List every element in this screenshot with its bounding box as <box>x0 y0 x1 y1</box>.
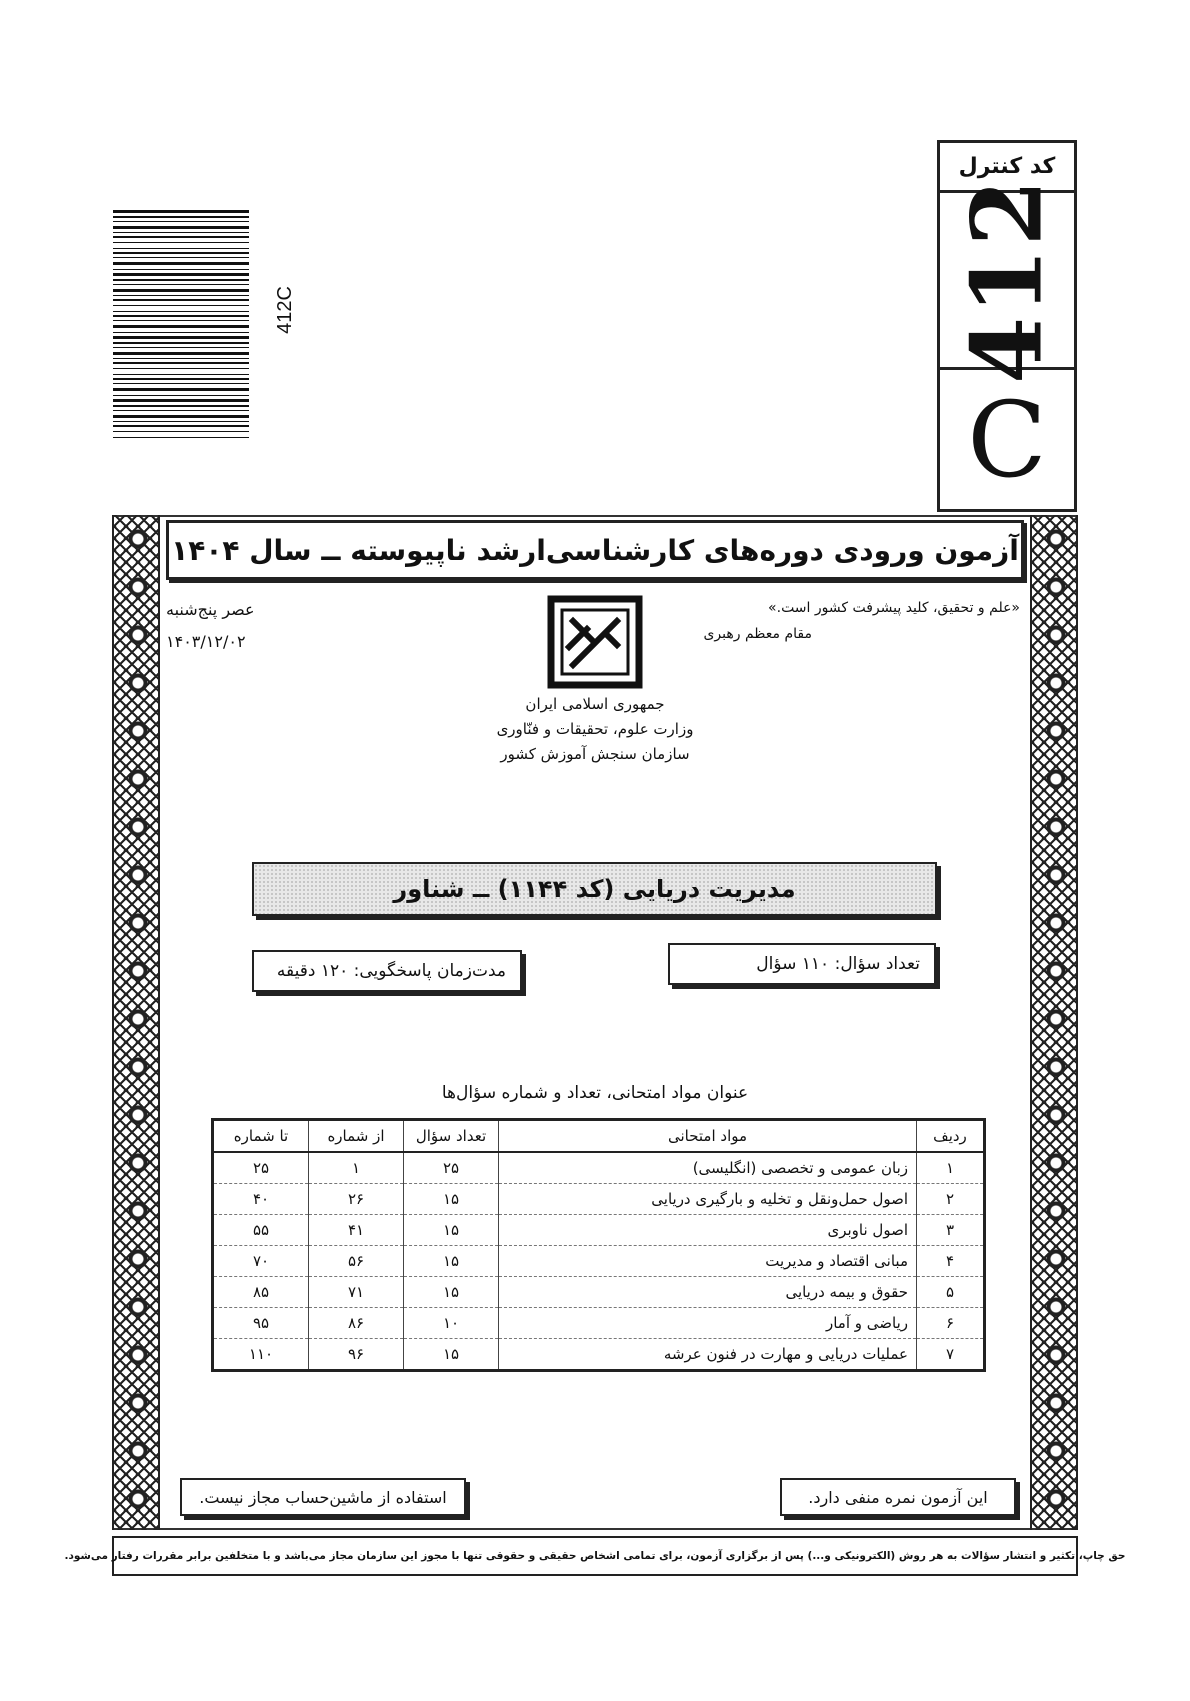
cell-row: ۶ <box>917 1308 985 1339</box>
booklet-letter: C <box>937 370 1077 512</box>
cell-count: ۱۵ <box>404 1215 499 1246</box>
header-count: تعداد سؤال <box>404 1120 499 1153</box>
cell-from: ۹۶ <box>309 1339 404 1371</box>
cell-row: ۷ <box>917 1339 985 1371</box>
cell-from: ۴۱ <box>309 1215 404 1246</box>
cell-row: ۲ <box>917 1184 985 1215</box>
cell-subject: عملیات دریایی و مهارت در فنون عرشه <box>499 1339 917 1371</box>
cell-subject: حقوق و بیمه دریایی <box>499 1277 917 1308</box>
table-row <box>213 1152 985 1184</box>
header-subject: مواد امتحانی <box>499 1120 917 1153</box>
cell-subject: زبان عمومی و تخصصی (انگلیسی) <box>499 1152 917 1184</box>
cell-to: ۴۰ <box>213 1184 309 1215</box>
cell-to: ۵۵ <box>213 1215 309 1246</box>
calculator-note: استفاده از ماشین‌حساب مجاز نیست. <box>180 1478 466 1516</box>
cell-subject: اصول حمل‌ونقل و تخلیه و بارگیری دریایی <box>499 1184 917 1215</box>
cell-count: ۱۵ <box>404 1277 499 1308</box>
table-row <box>213 1277 985 1308</box>
cell-to: ۲۵ <box>213 1152 309 1184</box>
cell-subject: مبانی اقتصاد و مدیریت <box>499 1246 917 1277</box>
cell-count: ۱۰ <box>404 1308 499 1339</box>
subjects-table <box>211 1118 986 1372</box>
control-code-number <box>937 176 1077 384</box>
cell-from: ۷۱ <box>309 1277 404 1308</box>
cell-count: ۱۵ <box>404 1246 499 1277</box>
table-row <box>213 1246 985 1277</box>
answer-duration: مدت‌زمان پاسخگویی: ۱۲۰ دقیقه <box>252 950 522 992</box>
barcode-text: 412C <box>273 286 296 334</box>
table-row <box>213 1308 985 1339</box>
cell-from: ۸۶ <box>309 1308 404 1339</box>
ornament-border-left <box>112 515 160 1530</box>
barcode-icon <box>113 210 249 438</box>
cell-count: ۱۵ <box>404 1339 499 1371</box>
cell-row: ۳ <box>917 1215 985 1246</box>
table-header-row <box>213 1120 985 1153</box>
cell-count: ۲۵ <box>404 1152 499 1184</box>
exam-title: آزمون ورودی دوره‌های کارشناسی‌ارشد ناپیوسته ــ سال ۱۴۰۴ <box>166 520 1024 580</box>
cell-from: ۲۶ <box>309 1184 404 1215</box>
org-agency: سازمان سنجش آموزش کشور <box>500 745 690 763</box>
copyright-notice: حق چاپ، تکثیر و انتشار سؤالات به هر روش (الکترونیکی و...) پس از برگزاری آزمون، برای تمامی اشخاص حقیقی و حقوقی تنها با مجوز این سازمان مجاز می‌باشد و با متخلفین برابر مقررات رفتار می‌شود. <box>112 1536 1078 1576</box>
org-country: جمهوری اسلامی ایران <box>525 695 665 713</box>
session-date: ۱۴۰۳/۱۲/۰۲ <box>166 632 246 651</box>
organization-logo-icon <box>545 595 645 690</box>
cell-from: ۱ <box>309 1152 404 1184</box>
subject-title: مدیریت دریایی (کد ۱۱۴۴) ــ شناور <box>252 862 937 916</box>
cell-row: ۵ <box>917 1277 985 1308</box>
negative-marking-note: این آزمون نمره منفی دارد. <box>780 1478 1016 1516</box>
cell-row: ۱ <box>917 1152 985 1184</box>
quote-source: مقام معظم رهبری <box>703 626 812 642</box>
header-row: ردیف <box>917 1120 985 1153</box>
table-row <box>213 1339 985 1371</box>
cell-to: ۸۵ <box>213 1277 309 1308</box>
question-count: تعداد سؤال: ۱۱۰ سؤال <box>668 943 936 985</box>
cell-from: ۵۶ <box>309 1246 404 1277</box>
ornament-border-right <box>1030 515 1078 1530</box>
header-to: تا شماره <box>213 1120 309 1153</box>
cell-row: ۴ <box>917 1246 985 1277</box>
table-title: عنوان مواد امتحانی، تعداد و شماره سؤال‌ها <box>441 1083 749 1103</box>
control-code-value: 412 <box>950 176 1064 384</box>
table-row <box>213 1184 985 1215</box>
session-day: عصر پنج‌شنبه <box>166 600 255 619</box>
cell-subject: اصول ناوبری <box>499 1215 917 1246</box>
cell-to: ۷۰ <box>213 1246 309 1277</box>
header-from: از شماره <box>309 1120 404 1153</box>
table-row <box>213 1215 985 1246</box>
cell-subject: ریاضی و آمار <box>499 1308 917 1339</box>
cell-count: ۱۵ <box>404 1184 499 1215</box>
quote-text: «علم و تحقیق، کلید پیشرفت کشور است.» <box>768 600 1020 616</box>
cell-to: ۹۵ <box>213 1308 309 1339</box>
cell-to: ۱۱۰ <box>213 1339 309 1371</box>
org-ministry: وزارت علوم، تحقیقات و فنّاوری <box>496 720 694 738</box>
control-code-label: کد کنترل <box>937 140 1077 190</box>
